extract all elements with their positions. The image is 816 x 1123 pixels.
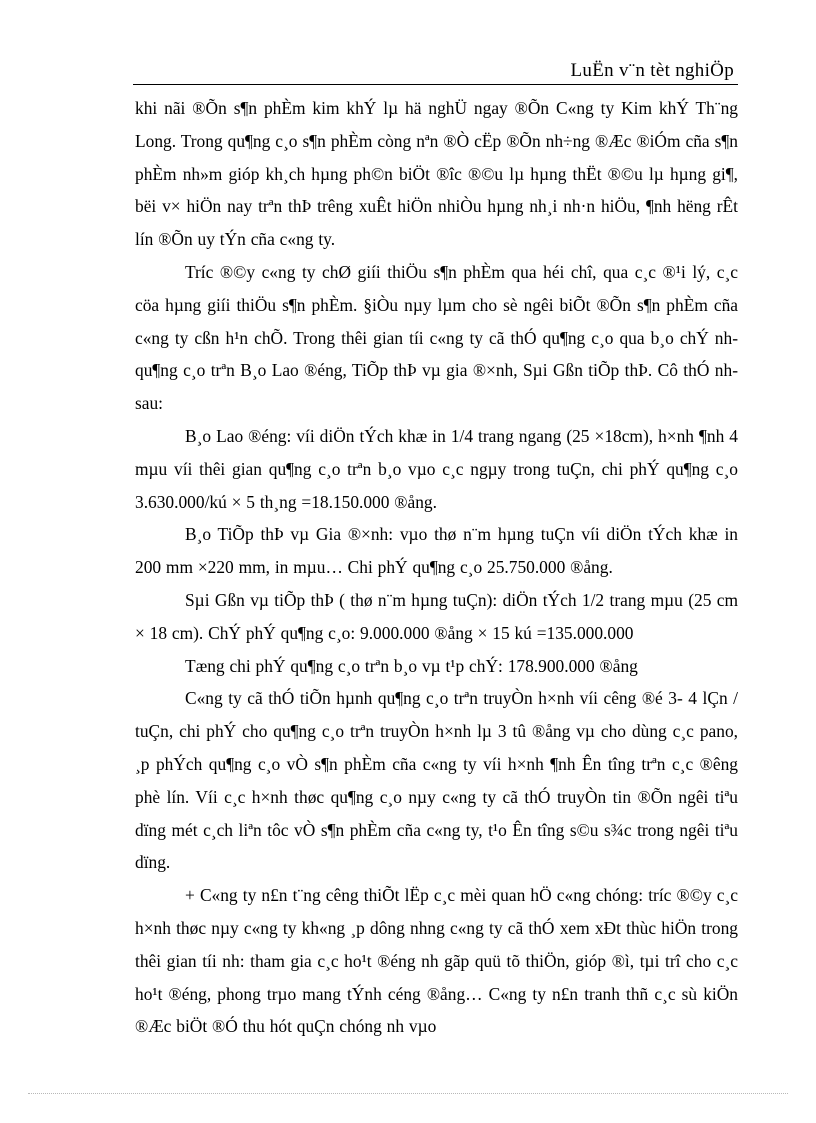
paragraph-6: Tæng chi phÝ qu¶ng c¸o trªn b¸o vµ t¹p chÝ: 178.900.000 ®ång — [185, 655, 638, 676]
paragraph-3: B¸o Lao ®éng: víi diÖn tÝch khæ in 1/4 trang ngang (25 ×18cm), h×nh ¶nh 4 mµu víi thêi gian qu¶ng c¸o trªn b¸o vµo c¸c ngµy trong tuÇn, chi phÝ qu¶ng c¸o 3.630.000/kú × 5 th¸ng =18.150.000 ®ång. — [135, 425, 738, 512]
header-title: LuËn v¨n tèt nghiÖp — [570, 60, 734, 81]
document-body — [135, 92, 738, 1043]
page-header — [133, 56, 738, 85]
page-bottom-divider — [28, 1093, 788, 1094]
paragraph-1: khi nãi ®Õn s¶n phÈm kim khÝ lµ hä nghÜ ngay ®Õn C«ng ty Kim khÝ Th¨ng Long. Trong qu¶ng c¸o s¶n phÈm còng nªn ®Ò cËp ®Õn nh÷ng ®Æc ®iÓm cña s¶n phÈm nh»m gióp kh¸ch hµng ph©n biÖt ®îc ®©u lµ hµng thËt ®©u lµ hµng gi¶, bëi v× hiÖn nay trªn thÞ trêng xuÊt hiÖn nhiÒu hµng nh¸i nh·n hiÖu, ¶nh hëng rÊt lín ®Õn uy tÝn cña c«ng ty. — [135, 98, 738, 250]
paragraph-5: Sµi Gßn vµ tiÕp thÞ ( thø n¨m hµng tuÇn): diÖn tÝch 1/2 trang mµu (25 cm × 18 cm). ChÝ phÝ qu¶ng c¸o: 9.000.000 ®ång × 15 kú =135.000.000 — [135, 589, 738, 643]
paragraph-7: C«ng ty cã thÓ tiÕn hµnh qu¶ng c¸o trªn truyÒn h×nh víi cêng ®é 3- 4 lÇn / tuÇn, chi phÝ cho qu¶ng c¸o trªn truyÒn h×nh lµ 3 tû ®ång vµ cho dùng c¸c pano, ¸p phÝch qu¶ng c¸o vÒ s¶n phÈm cña c«ng ty víi h×nh ¶nh Ên tîng trªn c¸c ®êng phè lín. Víi c¸c h×nh thøc qu¶ng c¸o nµy c«ng ty cã thÓ truyÒn tin ®Õn ngêi tiªu dïng mét c¸ch liªn tôc vÒ s¶n phÈm cña c«ng ty, t¹o Ên tîng s©u s¾c trong ngêi tiªu dïng. — [135, 688, 738, 873]
paragraph-4: B¸o TiÕp thÞ vµ Gia ®×nh: vµo thø n¨m hµng tuÇn víi diÖn tÝch khæ in 200 mm ×220 mm, in mµu… Chi phÝ qu¶ng c¸o 25.750.000 ®ång. — [135, 524, 738, 578]
paragraph-2: Tríc ®©y c«ng ty chØ giíi thiÖu s¶n phÈm qua héi chî, qua c¸c ®¹i lý, c¸c cöa hµng giíi thiÖu s¶n phÈm. §iÒu nµy lµm cho sè ngêi biÕt ®Õn s¶n phÈm cña c«ng ty cßn h¹n chÕ. Trong thêi gian tíi c«ng ty cã thÓ qu¶ng c¸o qua b¸o chÝ nh qu¶ng c¸o trªn B¸o Lao ®éng, TiÕp thÞ vµ gia ®×nh, Sµi Gßn tiÕp thÞ. Cô thÓ nh sau: — [135, 261, 738, 414]
paragraph-8: + C«ng ty n£n t¨ng cêng thiÕt lËp c¸c mèi quan hÖ c«ng chóng: tríc ®©y c¸c h×nh thøc nµy c«ng ty kh«ng ¸p dông nhng c«ng ty cã thÓ xem xÐt thùc hiÖn trong thêi gian tíi nh: tham gia c¸c ho¹t ®éng nh gãp quü tõ thiÖn, gióp ®ì, tµi trî cho c¸c ho¹t ®éng, phong trµo mang tÝnh céng ®ång… C«ng ty n£n tranh thñ c¸c sù kiÖn ®Æc biÖt ®Ó thu hót quÇn chóng nh vµo — [135, 885, 738, 1037]
